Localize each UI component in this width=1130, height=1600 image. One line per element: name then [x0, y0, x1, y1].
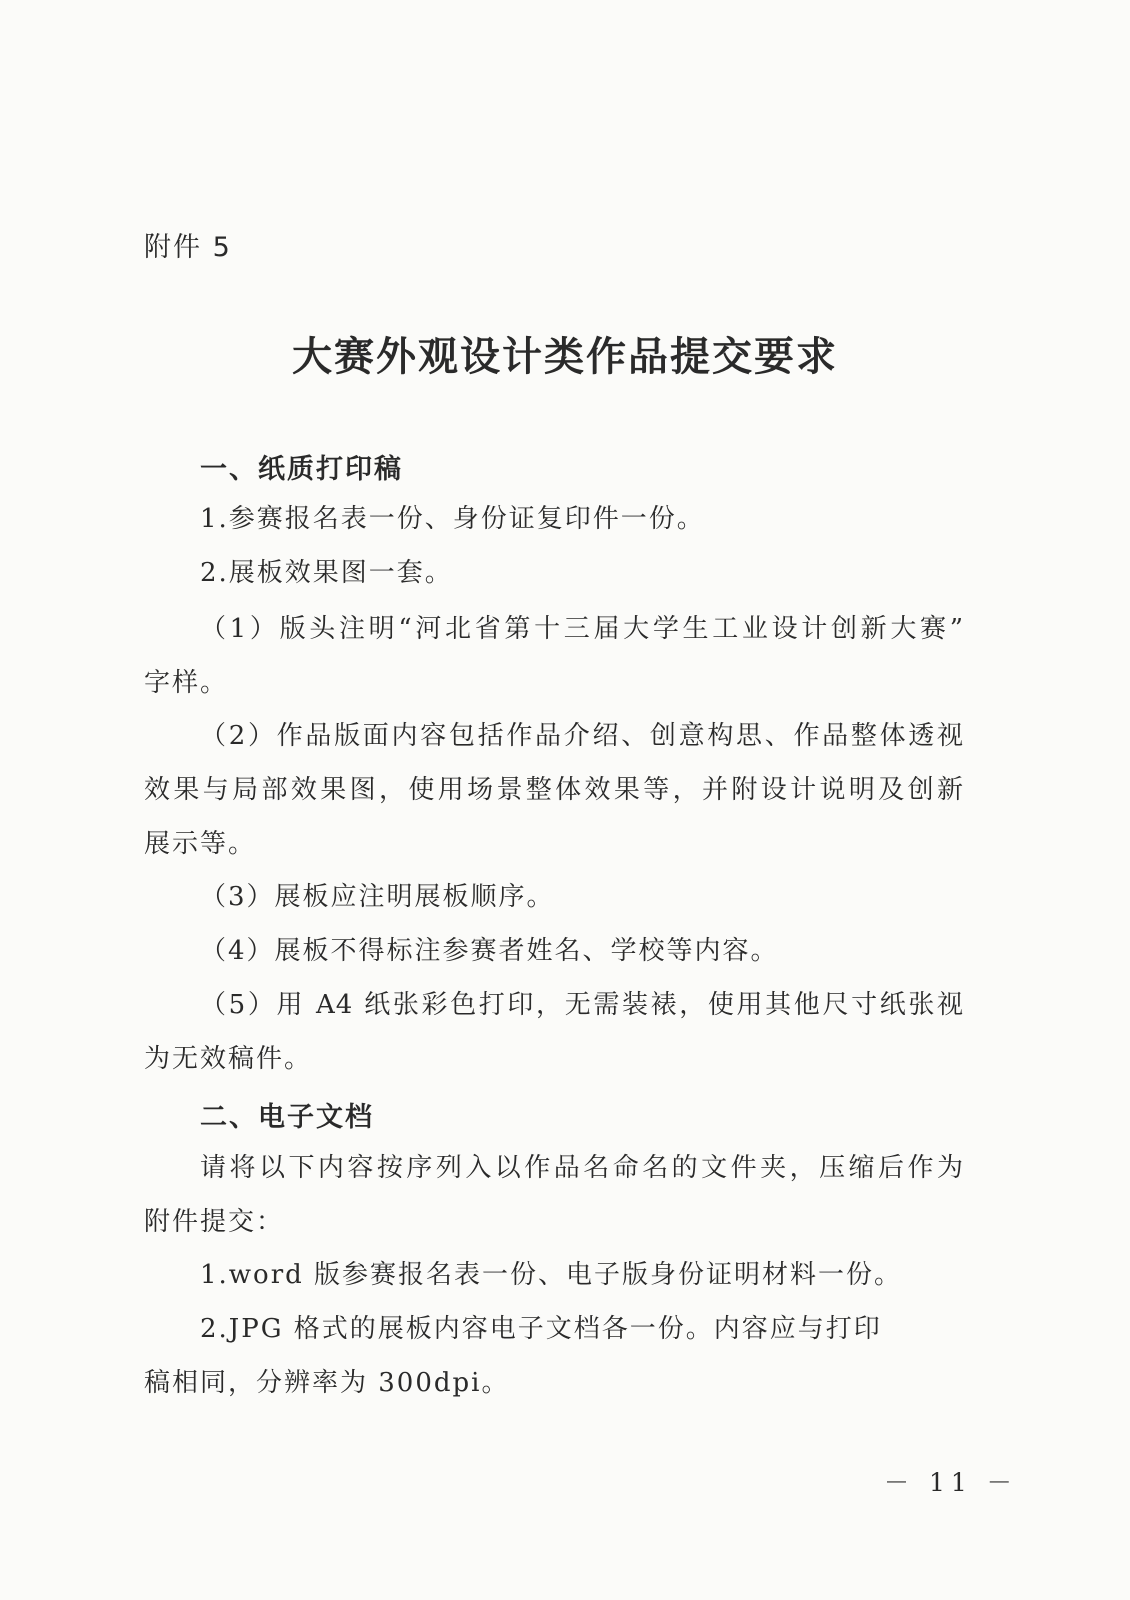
paragraph-line: 稿相同，分辨率为 300dpi。 — [144, 1368, 510, 1398]
paragraph-line: 1.word 版参赛报名表一份、电子版身份证明材料一份。 — [200, 1260, 903, 1290]
paragraph-line: 字样。 — [144, 668, 229, 698]
page-number: － 11 － — [884, 1468, 1018, 1497]
paragraph-line: 效果与局部效果图，使用场景整体效果等，并附设计说明及创新 — [144, 775, 964, 805]
attachment-label: 附件 5 — [144, 232, 232, 263]
paragraph-line: 为无效稿件。 — [144, 1044, 313, 1074]
paragraph-line: 1.参赛报名表一份、身份证复印件一份。 — [200, 504, 705, 534]
paragraph-line: （5）用 A4 纸张彩色打印，无需装裱，使用其他尺寸纸张视 — [200, 990, 964, 1020]
paragraph-line: （1）版头注明“河北省第十三届大学生工业设计创新大赛” — [200, 614, 964, 644]
paragraph-line: 2.展板效果图一套。 — [200, 558, 453, 588]
paragraph-line: （3）展板应注明展板顺序。 — [200, 882, 555, 912]
paragraph-line: 2.JPG 格式的展板内容电子文档各一份。内容应与打印 — [200, 1314, 882, 1344]
paragraph-line: 请将以下内容按序列入以作品名命名的文件夹，压缩后作为 — [200, 1153, 964, 1183]
paragraph-line: 附件提交： — [144, 1207, 285, 1237]
document-title: 大赛外观设计类作品提交要求 — [292, 333, 838, 380]
paragraph-line: （4）展板不得标注参赛者姓名、学校等内容。 — [200, 936, 779, 966]
paragraph-line: 展示等。 — [144, 829, 257, 859]
paragraph-line: （2）作品版面内容包括作品介绍、创意构思、作品整体透视 — [200, 721, 964, 751]
section-heading-electronic: 二、电子文档 — [200, 1102, 374, 1133]
section-heading-paper: 一、纸质打印稿 — [200, 454, 403, 485]
